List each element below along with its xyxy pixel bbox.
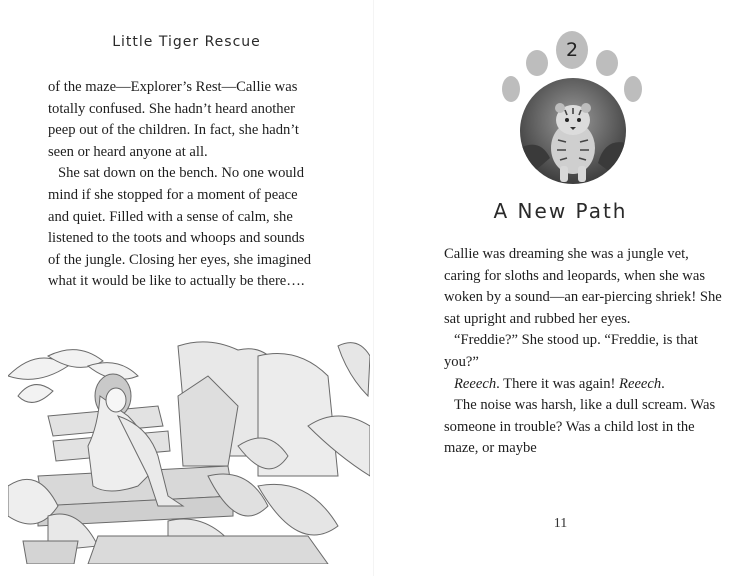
right-page-text bbox=[444, 244, 724, 460]
girl-on-bench-illustration bbox=[8, 336, 370, 564]
tiger-cub-photo bbox=[520, 78, 626, 184]
paragraph-3: Reeech. There it was again! Reeech. bbox=[454, 375, 665, 392]
sound-effect: Reeech bbox=[619, 375, 662, 392]
left-page-text bbox=[48, 77, 318, 293]
chapter-number-badge bbox=[556, 32, 588, 69]
left-page bbox=[0, 0, 373, 576]
chapter-number: 2 bbox=[565, 39, 579, 61]
chapter-title: A New Path bbox=[493, 199, 628, 223]
paragraph-2: She sat down on the bench. No one would mind if she stopped for a moment of peace and quiet. Filled with a sense of calm, she listened to the toots and whoops and sounds of the jungle. Closing her eyes, she imagined what it would be like to actually be there…. bbox=[48, 165, 312, 290]
paragraph-1: Callie was dreaming she was a jungle vet, caring for sloths and leopards, when she was woken by a sound—an ear-piercing shriek! She sat upright and rubbed her eyes. bbox=[444, 246, 722, 327]
paragraph-4: The noise was harsh, like a dull scream. Was someone in trouble? Was a child lost in the maze, or maybe bbox=[444, 397, 716, 457]
running-head: Little Tiger Rescue bbox=[112, 34, 261, 50]
right-page bbox=[374, 0, 747, 576]
page-number: 11 bbox=[553, 516, 568, 531]
paragraph-2: “Freddie?” She stood up. “Freddie, is that you?” bbox=[444, 332, 698, 370]
sound-effect: Reeech bbox=[454, 375, 497, 392]
paragraph-1: of the maze—Explorer’s Rest—Callie was totally confused. She hadn’t heard another peep out of the children. In fact, she hadn’t seen or heard anyone at all. bbox=[48, 79, 299, 160]
